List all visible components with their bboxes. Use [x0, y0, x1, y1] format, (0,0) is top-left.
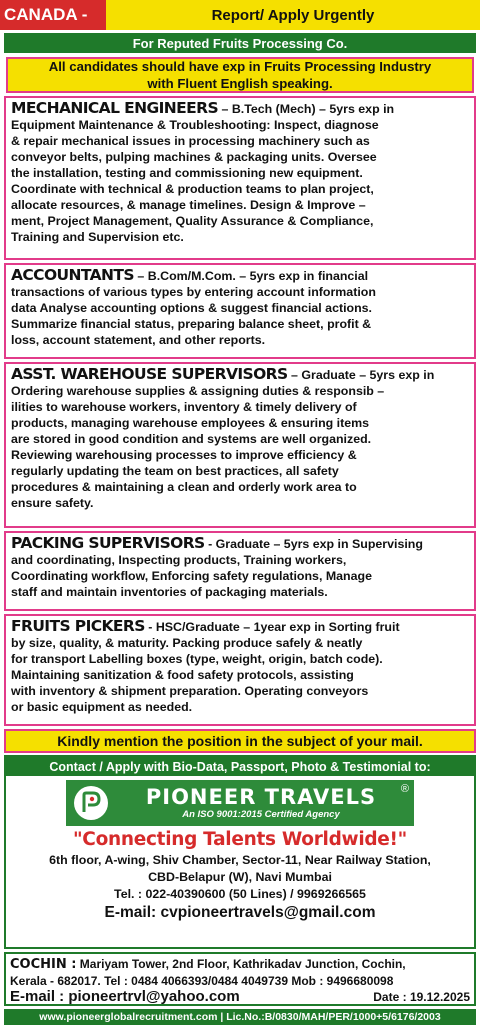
job-line: ment, Project Management, Quality Assurance & Compliance,: [11, 214, 374, 228]
job-line: for transport Labelling boxes (type, weight, origin, batch code).: [11, 652, 383, 666]
candidate-note-line-1: All candidates should have exp in Fruits Processing Industry: [48, 59, 432, 74]
contact-section: [4, 755, 476, 949]
country-label: CANADA -: [0, 0, 106, 30]
agency-cert: An ISO 9001:2015 Certified Agency: [182, 809, 340, 820]
job-line: conveyor belts, pulping machines & packaging units. Oversee: [11, 150, 377, 164]
job-line: Reviewing warehousing processes to improve efficiency &: [11, 448, 357, 462]
job-line: ilities to warehouse workers, inventory & timely delivery of: [11, 400, 357, 414]
job-fruits-pickers: [4, 614, 476, 726]
company-line: For Reputed Fruits Processing Co.: [4, 33, 476, 53]
candidate-note: [6, 57, 474, 93]
job-asst-warehouse-supervisors: [4, 362, 476, 528]
agency-logo: [66, 780, 414, 826]
headline: Report/ Apply Urgently: [106, 0, 480, 30]
agency-logo-text: [108, 785, 414, 821]
job-line: - HSC/Graduate – 1year exp in Sorting fruit: [144, 620, 400, 634]
cochin-address: Mariyam Tower, 2nd Floor, Kathrikadav Junction, Cochin,: [76, 957, 406, 971]
contact-bar: Contact / Apply with Bio-Data, Passport, Photo & Testimonial to:: [6, 757, 474, 776]
job-line: Equipment Maintenance & Troubleshooting: Inspect, diagnose: [11, 118, 379, 132]
job-mechanical-engineers: [4, 96, 476, 260]
footer-bar[interactable]: www.pioneerglobalrecruitment.com | Lic.No.:B/0830/MAH/PER/1000+5/6176/2003: [4, 1009, 476, 1025]
job-title: FRUITS PICKERS: [11, 617, 145, 635]
agency-logo-icon: [74, 786, 108, 820]
job-line: Training and Supervision etc.: [11, 230, 184, 244]
job-line: procedures & maintaining a clean and orderly work area to: [11, 480, 357, 494]
job-line: - Graduate – 5yrs exp in Supervising: [204, 537, 423, 551]
cochin-office: [4, 952, 476, 1006]
cochin-label: COCHIN :: [10, 957, 77, 972]
job-line: allocate resources, & manage timelines. Design & Improve –: [11, 198, 366, 212]
job-line: Maintaining sanitization & food safety protocols, assisting: [11, 668, 354, 682]
job-line: – B.Com/M.Com. – 5yrs exp in financial: [133, 269, 369, 283]
job-line: the installation, testing and commissioning new equipment.: [11, 166, 363, 180]
job-line: and coordinating, Inspecting products, Training workers,: [11, 553, 347, 567]
header-bar: [0, 0, 480, 30]
job-line: data Analyse accounting options & suggest financial actions.: [11, 301, 372, 315]
job-line: regularly updating the team on best practices, all safety: [11, 464, 339, 478]
job-line: – Graduate – 5yrs exp in: [287, 368, 435, 382]
registered-mark: ®: [400, 783, 409, 795]
ad-date: Date : 19.12.2025: [373, 990, 470, 1004]
job-line: by size, quality, & maturity. Packing produce safely & neatly: [11, 636, 363, 650]
job-line: or basic equipment as needed.: [11, 700, 193, 714]
job-line: & repair mechanical issues in processing machinery such as: [11, 134, 370, 148]
job-line: are stored in good condition and systems are well organized.: [11, 432, 372, 446]
telephone: Tel. : 022-40390600 (50 Lines) / 9969266565: [114, 887, 366, 901]
job-line: products, managing warehouse employees & ensuring items: [11, 416, 370, 430]
job-line: Coordinate with technical & production teams to plan project,: [11, 182, 374, 196]
job-title: ACCOUNTANTS: [11, 266, 134, 284]
job-title: PACKING SUPERVISORS: [11, 534, 205, 552]
job-title: ASST. WAREHOUSE SUPERVISORS: [11, 365, 288, 383]
job-line: Coordinating workflow, Enforcing safety regulations, Manage: [11, 569, 372, 583]
email-link[interactable]: E-mail: cvpioneertravels@gmail.com: [104, 904, 376, 921]
job-accountants: [4, 263, 476, 359]
job-line: staff and maintain inventories of packaging materials.: [11, 585, 328, 599]
address-line-2: CBD-Belapur (W), Navi Mumbai: [148, 870, 332, 884]
job-line: with inventory & shipment preparation. Operating conveyors: [11, 684, 369, 698]
agency-name: PIONEER TRAVELS: [145, 785, 377, 809]
job-line: Summarize financial status, preparing balance sheet, profit &: [11, 317, 372, 331]
mention-note: Kindly mention the position in the subject of your mail.: [4, 729, 476, 753]
job-packing-supervisors: [4, 531, 476, 611]
job-line: transactions of various types by entering account information: [11, 285, 376, 299]
tagline: "Connecting Talents Worldwide!": [72, 829, 408, 850]
candidate-note-line-2: with Fluent English speaking.: [147, 76, 333, 91]
job-line: Ordering warehouse supplies & assigning duties & responsib –: [11, 384, 385, 398]
job-line: – B.Tech (Mech) – 5yrs exp in: [218, 102, 395, 116]
job-line: loss, account statement, and other reports.: [11, 333, 266, 347]
cochin-email-link[interactable]: E-mail : pioneertrvl@yahoo.com: [10, 988, 240, 1005]
job-title: MECHANICAL ENGINEERS: [11, 99, 219, 117]
job-line: ensure safety.: [11, 496, 94, 510]
address-line-1: 6th floor, A-wing, Shiv Chamber, Sector-11, Near Railway Station,: [49, 853, 431, 867]
cochin-phone: Kerala - 682017. Tel : 0484 4066393/0484 4049739 Mob : 9496680098: [10, 974, 394, 988]
